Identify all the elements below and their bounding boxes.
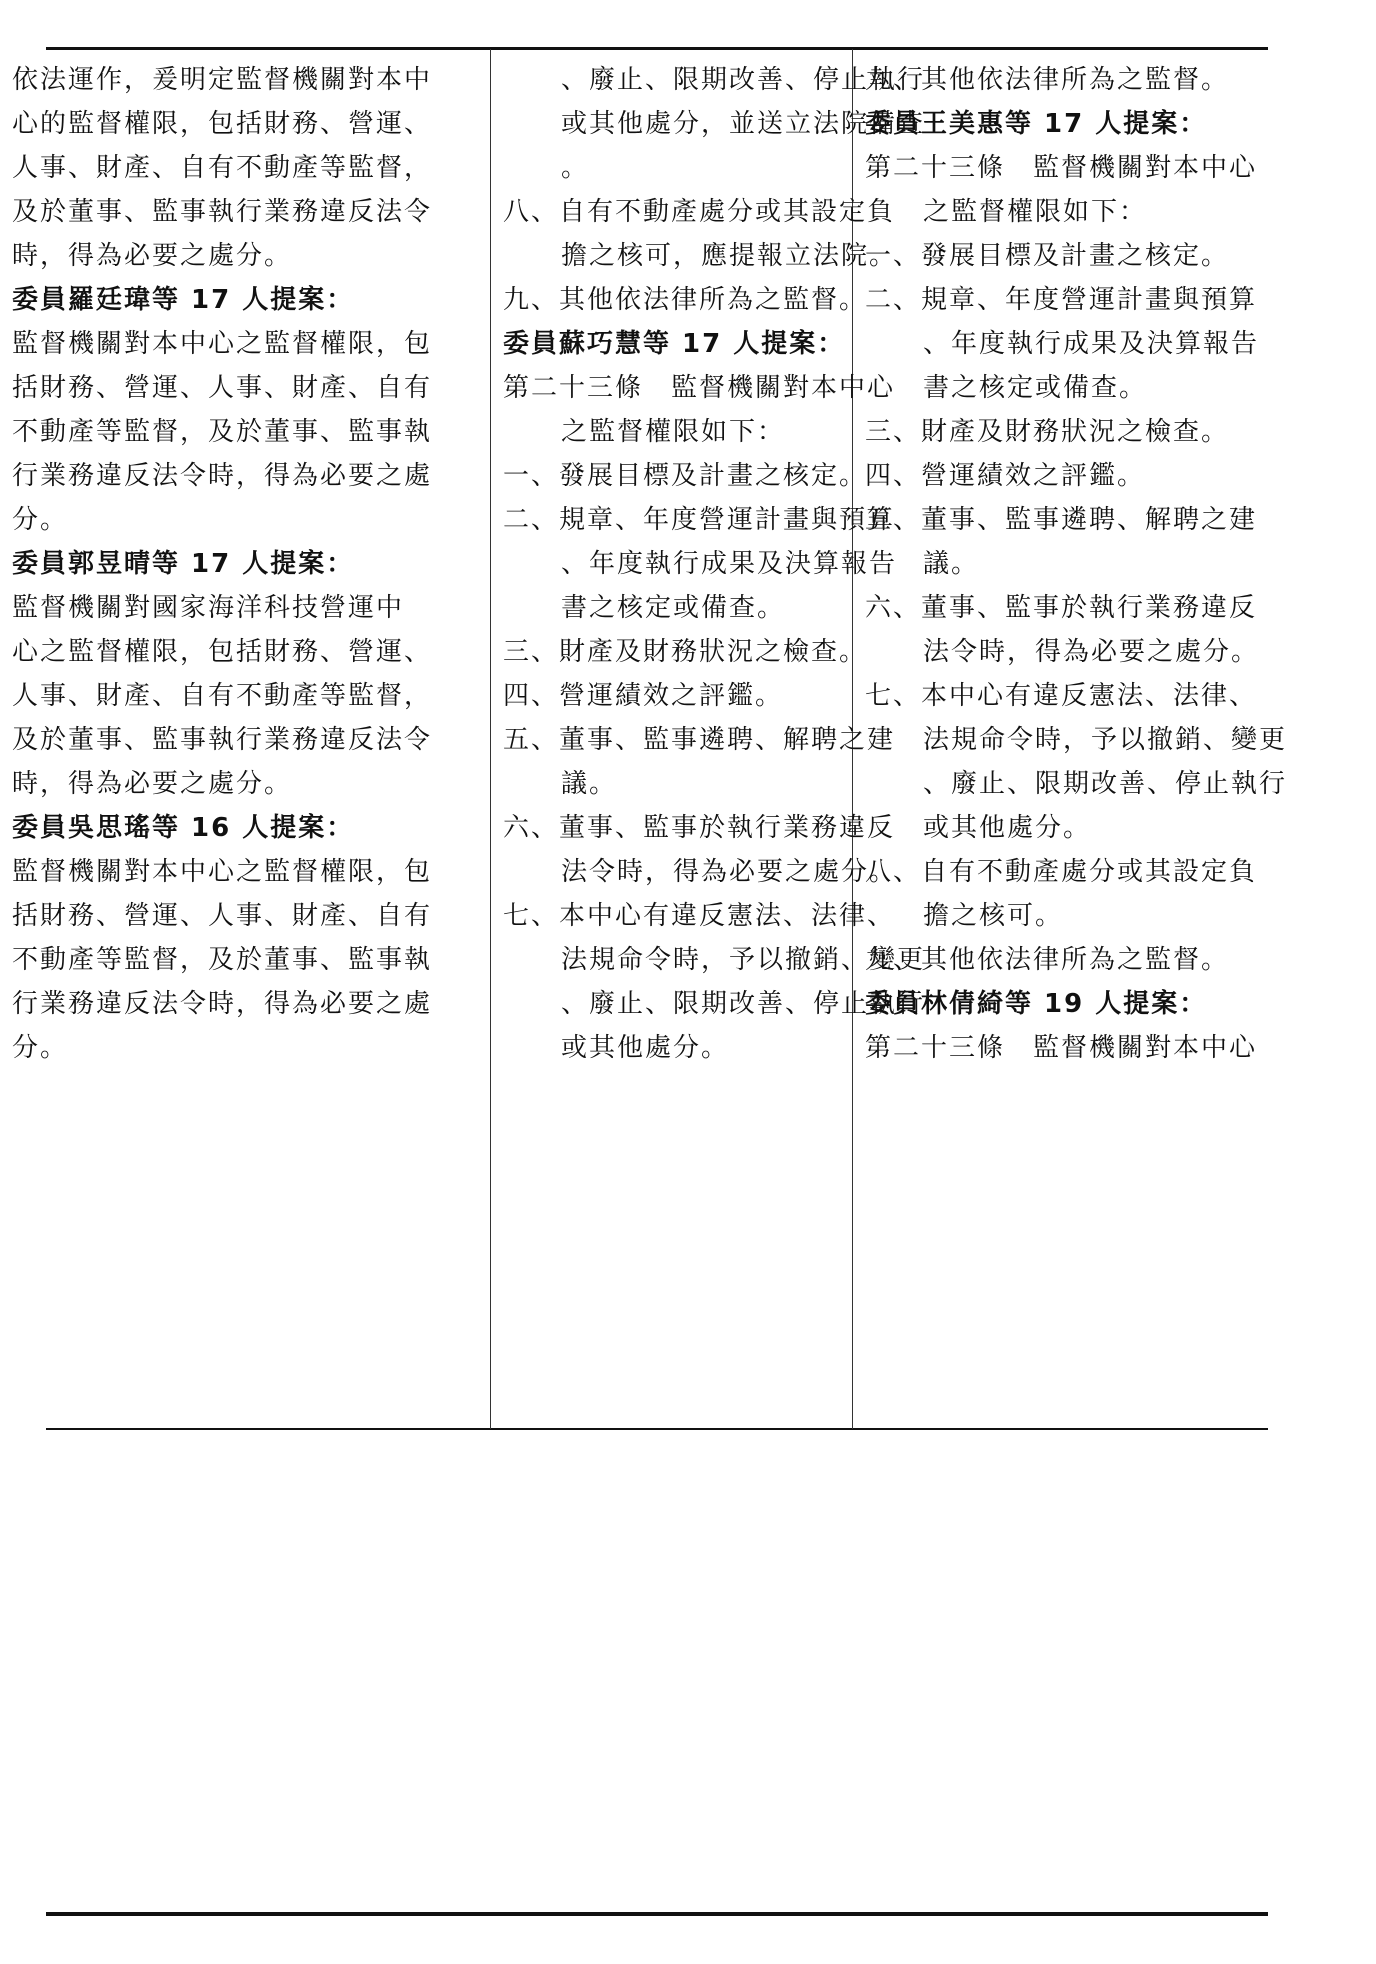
text-line: 七、本中心有違反憲法、法律、: [865, 681, 1258, 711]
text-line: 第二十三條 監督機關對本中心: [865, 1033, 1258, 1063]
text-line: 書之核定或備查。: [561, 593, 786, 623]
text-line: 之監督權限如下：: [923, 197, 1148, 227]
text-line: 或其他處分，並送立法院備查: [561, 109, 926, 139]
text-line: 二、規章、年度營運計畫與預算: [503, 505, 896, 535]
proposal-heading: 委員王美惠等 17 人提案：: [865, 109, 1208, 139]
text-line: 九、其他依法律所為之監督。: [865, 65, 1230, 95]
text-line: 監督機關對國家海洋科技營運中: [12, 593, 405, 623]
text-line: 九、其他依法律所為之監督。: [503, 285, 868, 315]
text-line: 行業務違反法令時，得為必要之處: [12, 461, 433, 491]
text-line: 九、其他依法律所為之監督。: [865, 945, 1230, 975]
text-line: 三、財產及財務狀況之檢查。: [865, 417, 1230, 447]
text-line: 一、發展目標及計畫之核定。: [503, 461, 868, 491]
text-line: 六、董事、監事於執行業務違反: [865, 593, 1258, 623]
text-line: 第二十三條 監督機關對本中心: [503, 373, 896, 403]
text-line: 或其他處分。: [923, 813, 1092, 843]
text-line: 時，得為必要之處分。: [12, 769, 293, 799]
text-column-1: [0, 58, 490, 1420]
text-line: 或其他處分。: [561, 1033, 730, 1063]
text-line: 七、本中心有違反憲法、法律、: [503, 901, 896, 931]
text-line: 八、自有不動產處分或其設定負: [503, 197, 896, 227]
text-line: 法規命令時，予以撤銷、變更: [561, 945, 926, 975]
text-line: 括財務、營運、人事、財產、自有: [12, 901, 433, 931]
table-bottom-rule: [46, 1428, 1268, 1430]
text-line: 四、營運績效之評鑑。: [503, 681, 784, 711]
text-line: 人事、財產、自有不動產等監督，: [12, 153, 433, 183]
text-line: 依法運作，爰明定監督機關對本中: [12, 65, 433, 95]
text-line: 分。: [12, 1033, 69, 1063]
text-line: 八、自有不動產處分或其設定負: [865, 857, 1258, 887]
text-line: 及於董事、監事執行業務違反法令: [12, 725, 433, 755]
text-line: 五、董事、監事遴聘、解聘之建: [503, 725, 896, 755]
text-column-2: [491, 58, 926, 1420]
text-line: 人事、財產、自有不動產等監督，: [12, 681, 433, 711]
text-line: 分。: [12, 505, 69, 535]
top-rule: [46, 47, 1268, 50]
text-line: 括財務、營運、人事、財產、自有: [12, 373, 433, 403]
proposal-heading: 委員羅廷瑋等 17 人提案：: [12, 285, 355, 315]
text-line: 二、規章、年度營運計畫與預算: [865, 285, 1258, 315]
text-line: 之監督權限如下：: [561, 417, 786, 447]
text-line: 監督機關對本中心之監督權限，包: [12, 857, 433, 887]
text-line: 、廢止、限期改善、停止執行: [561, 989, 926, 1019]
text-line: 、廢止、限期改善、停止執行: [923, 769, 1288, 799]
text-line: 心之監督權限，包括財務、營運、: [12, 637, 433, 667]
text-line: 不動產等監督，及於董事、監事執: [12, 417, 433, 447]
text-line: 心的監督權限，包括財務、營運、: [12, 109, 433, 139]
text-line: 三、財產及財務狀況之檢查。: [503, 637, 868, 667]
text-line: 時，得為必要之處分。: [12, 241, 293, 271]
text-line: 六、董事、監事於執行業務違反: [503, 813, 896, 843]
text-line: 、年度執行成果及決算報告: [561, 549, 898, 579]
text-line: 第二十三條 監督機關對本中心: [865, 153, 1258, 183]
proposal-heading: 委員吳思瑤等 16 人提案：: [12, 813, 355, 843]
proposal-heading: 委員蘇巧慧等 17 人提案：: [503, 329, 846, 359]
text-line: 不動產等監督，及於董事、監事執: [12, 945, 433, 975]
text-line: 法令時，得為必要之處分。: [923, 637, 1260, 667]
text-line: 五、董事、監事遴聘、解聘之建: [865, 505, 1258, 535]
text-line: 、廢止、限期改善、停止執行: [561, 65, 926, 95]
text-line: 法令時，得為必要之處分。: [561, 857, 898, 887]
text-line: 擔之核可，應提報立法院。: [561, 241, 898, 271]
text-line: 行業務違反法令時，得為必要之處: [12, 989, 433, 1019]
text-line: 擔之核可。: [923, 901, 1064, 931]
proposal-heading: 委員林倩綺等 19 人提案：: [865, 989, 1208, 1019]
text-line: 、年度執行成果及決算報告: [923, 329, 1260, 359]
text-column-3: [853, 58, 1288, 1420]
text-line: 監督機關對本中心之監督權限，包: [12, 329, 433, 359]
text-line: 及於董事、監事執行業務違反法令: [12, 197, 433, 227]
proposal-heading: 委員郭昱晴等 17 人提案：: [12, 549, 355, 579]
text-line: 法規命令時，予以撤銷、變更: [923, 725, 1288, 755]
text-line: 書之核定或備查。: [923, 373, 1148, 403]
text-line: 議。: [923, 549, 980, 579]
text-line: 。: [561, 153, 590, 183]
text-line: 一、發展目標及計畫之核定。: [865, 241, 1230, 271]
text-line: 議。: [561, 769, 618, 799]
text-line: 四、營運績效之評鑑。: [865, 461, 1146, 491]
page-bottom-rule: [46, 1912, 1268, 1916]
